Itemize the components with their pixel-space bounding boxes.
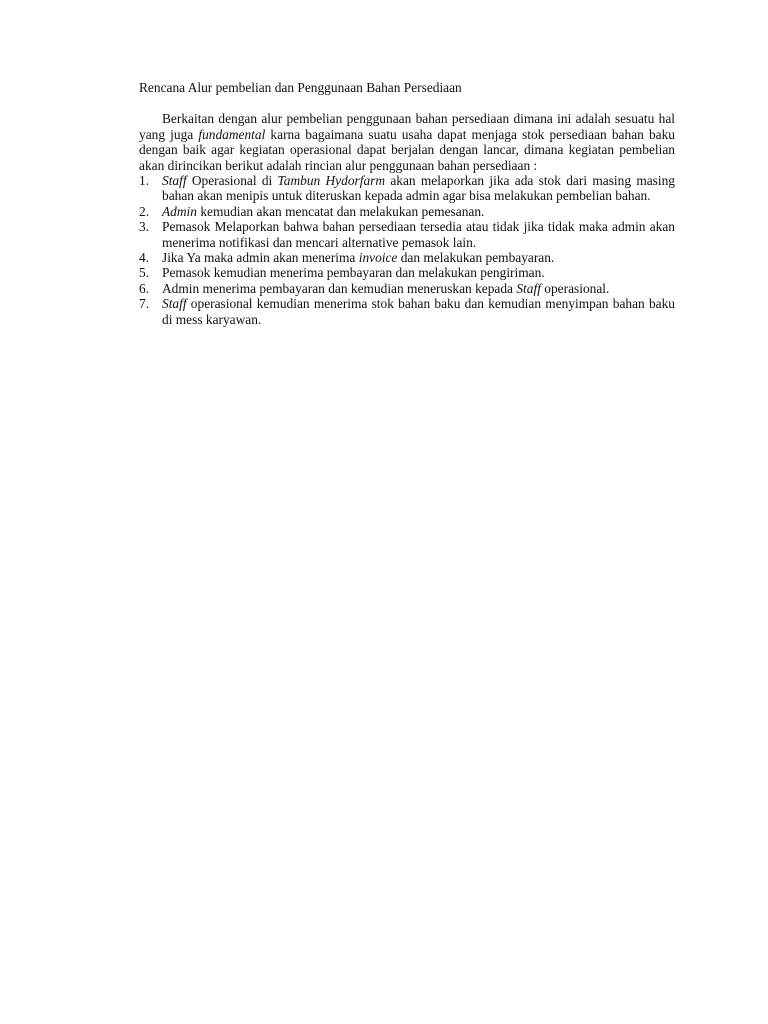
step-number: 3.: [139, 219, 150, 235]
document-body: [139, 80, 675, 327]
intro-paragraph: [139, 111, 675, 173]
step-number: 4.: [139, 250, 150, 266]
list-item: [139, 219, 675, 250]
step-number: 6.: [139, 280, 150, 296]
list-item: [139, 296, 675, 327]
list-item: [139, 250, 675, 265]
step-text: Operasional di: [186, 173, 278, 189]
intro-text-1: Berkaitan dengan alur pembelian penggunaan bahan persediaan dimana ini adalah sesuatu hal yang juga: [139, 111, 675, 142]
step-number: 2.: [139, 203, 150, 219]
step-emphasis: Tambun Hydorfarm: [277, 173, 386, 189]
step-text: dan melakukan pembayaran.: [397, 250, 555, 266]
step-text: akan melaporkan jika ada stok dari masing masing bahan akan menipis untuk diteruskan kepada admin agar bisa melakukan pembelian bahan.: [162, 173, 676, 204]
step-text: kemudian akan mencatat dan melakukan pemesanan.: [196, 203, 485, 219]
step-text: Pemasok kemudian menerima pembayaran dan melakukan pengiriman.: [162, 265, 545, 281]
step-number: 7.: [139, 296, 150, 312]
step-text: Jika Ya maka admin akan menerima: [162, 250, 359, 266]
intro-text-2: karna bagaimana suatu usaha dapat menjaga stok persediaan bahan baku dengan baik agar kegiatan operasional dapat berjalan dengan lancar, dimana kegiatan pembelian akan dirincikan berikut adalah rincian alur penggunaan bahan persediaan :: [139, 126, 675, 173]
step-text: operasional kemudian menerima stok bahan baku dan kemudian menyimpan bahan baku di mess karyawan.: [162, 296, 675, 327]
step-emphasis: Staff: [162, 173, 187, 189]
step-emphasis: Staff: [516, 280, 541, 296]
process-steps-list: [139, 173, 675, 327]
step-text: Admin menerima pembayaran dan kemudian meneruskan kepada: [162, 280, 517, 296]
step-text: Pemasok Melaporkan bahwa bahan persediaan tersedia atau tidak jika tidak maka admin akan menerima notifikasi dan mencari alternative pemasok lain.: [162, 219, 675, 250]
step-text: operasional.: [540, 280, 610, 296]
list-item: [139, 173, 675, 204]
step-number: 1.: [139, 173, 150, 189]
list-item: [139, 281, 675, 296]
document-title: Rencana Alur pembelian dan Penggunaan Bahan Persediaan: [139, 80, 462, 95]
step-emphasis: Staff: [162, 296, 187, 312]
list-item: [139, 265, 675, 280]
step-emphasis: Admin: [162, 203, 197, 219]
step-number: 5.: [139, 265, 150, 281]
step-emphasis: invoice: [358, 250, 398, 266]
intro-emphasis: fundamental: [198, 126, 266, 142]
list-item: [139, 204, 675, 219]
